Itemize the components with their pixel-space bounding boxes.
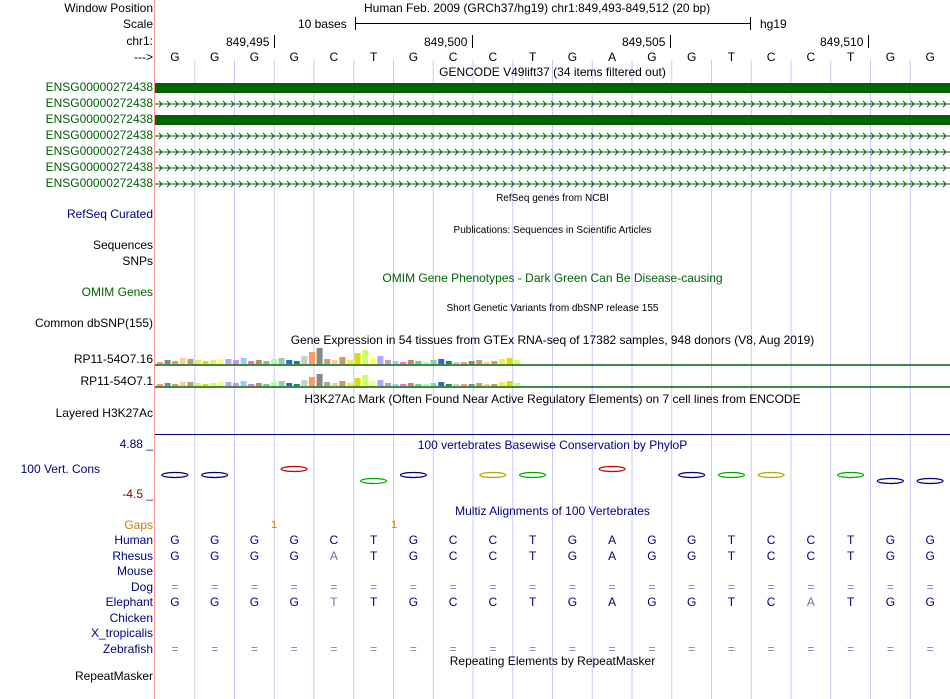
base-letter: T <box>369 50 378 64</box>
base-letter: C <box>766 50 776 64</box>
alignment-base: = <box>449 641 457 656</box>
alignment-base: = <box>767 579 775 594</box>
alignment-base: G <box>686 548 697 563</box>
alignment-base: G <box>249 533 260 547</box>
alignment-base: G <box>925 595 935 609</box>
publications-title: Publications: Sequences in Scientific Articles <box>453 225 652 236</box>
gencode-item-label[interactable]: ENSG00000272438 <box>45 176 153 190</box>
gencode-item-label[interactable]: ENSG00000272438 <box>45 144 153 158</box>
phylop-label[interactable]: 100 Vert. Cons <box>20 462 100 476</box>
gap-mark: 1 <box>391 519 398 531</box>
gtex-tissue-bar <box>218 382 224 386</box>
gtex-tissue-bar <box>491 384 497 386</box>
alignment-base: G <box>925 548 935 563</box>
species-label[interactable]: X_tropicalis <box>90 626 153 640</box>
base-letter: G <box>885 50 896 64</box>
window-position-label: Window Position <box>64 1 153 15</box>
gtex-tissue-bar <box>438 382 444 386</box>
refseq-label[interactable]: RefSeq Curated <box>66 207 153 221</box>
alignment-base: = <box>926 641 934 656</box>
gtex-tissue-bar <box>225 359 231 364</box>
species-label[interactable]: Rhesus <box>112 548 153 563</box>
alignment-base: = <box>211 641 219 656</box>
alignment-base: G <box>408 533 419 547</box>
gtex-tissue-bar <box>248 361 254 364</box>
alignment-base: G <box>925 533 935 547</box>
gtex-tissue-bar <box>195 360 201 364</box>
alignment-base: C <box>806 548 816 563</box>
gtex-tissue-bar <box>453 384 459 386</box>
phylop-mark <box>162 473 188 478</box>
alignment-base: = <box>886 579 894 594</box>
gtex-tissue-bar <box>225 382 231 386</box>
phylop-min: -4.5 _ <box>122 487 153 501</box>
alignment-base: T <box>846 548 855 563</box>
gtex-tissue-bar <box>491 361 497 364</box>
alignment-base: G <box>408 548 419 563</box>
gtex-tissue-bar <box>332 383 338 386</box>
alignment-base: = <box>807 579 815 594</box>
omim-title: OMIM Gene Phenotypes - Dark Green Can Be Disease-causing <box>382 271 723 285</box>
phylop-mark <box>480 473 506 478</box>
alignment-base: = <box>608 579 616 594</box>
alignment-base: = <box>926 579 934 594</box>
alignment-base: = <box>370 641 378 656</box>
phylop-mark <box>679 473 705 478</box>
gtex-gene-label[interactable]: RP11-54O7.1 <box>80 374 153 388</box>
gtex-tissue-bar <box>393 384 399 386</box>
phylop-mark <box>400 473 426 478</box>
gtex-tissue-bar <box>446 384 452 386</box>
gtex-tissue-bar <box>165 383 171 386</box>
gtex-tissue-bar <box>210 383 216 386</box>
scale-bar-right-tick <box>750 17 751 30</box>
alignment-base: G <box>209 595 220 609</box>
alignment-base: = <box>608 641 616 656</box>
phylop-mark <box>281 467 307 472</box>
alignment-base: G <box>647 595 657 609</box>
gtex-tissue-bar <box>514 383 520 386</box>
alignment-base: C <box>766 595 776 609</box>
scale-label: Scale <box>122 17 153 31</box>
alignment-base: = <box>807 641 815 656</box>
alignment-base: C <box>488 533 498 547</box>
alignment-base: G <box>170 533 180 547</box>
alignment-base: = <box>409 641 417 656</box>
gtex-tissue-bar <box>370 381 376 386</box>
gtex-tissue-bar <box>301 356 307 364</box>
alignment-base: = <box>290 579 298 594</box>
alignment-base: T <box>330 595 338 609</box>
gtex-tissue-bar <box>484 384 490 386</box>
alignment-base: = <box>409 579 417 594</box>
gtex-tissue-bar <box>180 382 186 386</box>
strand-label: ---> <box>134 50 153 64</box>
base-letter: T <box>846 50 855 64</box>
alignment-base: G <box>249 595 260 609</box>
sequences-label[interactable]: Sequences <box>92 238 153 252</box>
alignment-base: = <box>568 641 576 656</box>
repeatmasker-title: Repeating Elements by RepeatMasker <box>449 654 656 668</box>
gtex-tissue-bar <box>385 360 391 364</box>
base-letter: G <box>249 50 260 64</box>
gtex-tissue-bar <box>453 362 459 364</box>
gtex-tissue-bar <box>355 353 361 364</box>
gtex-tissue-bar <box>263 361 269 364</box>
gtex-tissue-bar <box>476 383 482 386</box>
gencode-item-label[interactable]: ENSG00000272438 <box>45 112 153 126</box>
gtex-tissue-bar <box>408 360 414 364</box>
gtex-tissue-bar <box>256 383 262 386</box>
gap-mark: 1 <box>271 519 278 531</box>
position-tick <box>274 35 275 48</box>
alignment-base: C <box>448 595 458 609</box>
gtex-tissue-bar <box>187 382 193 386</box>
alignment-base: C <box>488 548 498 563</box>
gtex-tissue-bar <box>385 383 391 386</box>
alignment-base: A <box>608 533 617 547</box>
omim-label[interactable]: OMIM Genes <box>81 285 153 299</box>
alignment-base: T <box>528 548 537 563</box>
position-tick <box>472 35 473 48</box>
phylop-mark <box>599 467 625 472</box>
base-letter: G <box>408 50 419 64</box>
gtex-tissue-bar <box>172 361 178 364</box>
scale-text: 10 bases <box>298 17 347 31</box>
alignment-base: = <box>648 579 656 594</box>
gtex-tissue-bar <box>317 374 323 386</box>
alignment-base: G <box>885 548 896 563</box>
position-label: 849,495 <box>226 35 270 49</box>
snps-label[interactable]: SNPs <box>122 254 153 268</box>
gtex-tissue-bar <box>172 384 178 386</box>
alignment-base: G <box>885 533 896 547</box>
gtex-tissue-bar <box>203 384 209 386</box>
alignment-base: G <box>249 548 260 563</box>
gencode-item-label[interactable]: ENSG00000272438 <box>45 80 153 94</box>
gtex-tissue-bar <box>195 383 201 386</box>
gtex-tissue-bar <box>210 360 216 364</box>
alignment-base: = <box>529 579 537 594</box>
alignment-base: = <box>250 579 258 594</box>
gtex-tissue-bar <box>415 384 421 386</box>
alignment-base: G <box>686 533 697 547</box>
alignment-base: A <box>806 595 815 609</box>
alignment-base: T <box>846 533 855 547</box>
gtex-tissue-bar <box>461 362 467 364</box>
dbsnp-label[interactable]: Common dbSNP(155) <box>34 316 153 330</box>
base-letter: G <box>567 50 578 64</box>
multiz-title: Multiz Alignments of 100 Vertebrates <box>455 504 650 518</box>
gtex-tissue-bar <box>294 361 300 364</box>
scale-bar <box>355 23 751 24</box>
alignment-base: C <box>806 533 816 547</box>
gtex-tissue-bar <box>362 350 368 364</box>
gtex-tissue-bar <box>514 360 520 364</box>
gtex-tissue-bar <box>408 383 414 386</box>
gtex-tissue-bar <box>339 381 345 386</box>
gtex-tissue-bar <box>324 359 330 364</box>
gtex-tissue-bar <box>377 356 383 364</box>
gtex-tissue-bar <box>301 380 307 386</box>
gtex-tissue-bar <box>218 359 224 364</box>
gencode-item-label[interactable]: ENSG00000272438 <box>45 128 153 142</box>
alignment-base: A <box>608 595 617 609</box>
alignment-base: T <box>528 595 537 609</box>
phylop-mark <box>520 473 546 478</box>
alignment-base: G <box>289 548 299 563</box>
alignment-base: C <box>329 533 339 547</box>
alignment-base: A <box>329 548 338 563</box>
base-letter: C <box>448 50 458 64</box>
gtex-tissue-bar <box>431 360 437 364</box>
base-letter: G <box>289 50 299 64</box>
alignment-base: C <box>766 548 776 563</box>
gtex-tissue-bar <box>423 384 429 386</box>
alignment-base: = <box>449 579 457 594</box>
phylop-mark <box>718 473 744 478</box>
alignment-base: T <box>727 533 736 547</box>
gtex-tissue-bar <box>157 384 163 386</box>
h3k27ac-title: H3K27Ac Mark (Often Found Near Active Regulatory Elements) on 7 cell lines from ENCODE <box>304 392 801 406</box>
alignment-base: = <box>171 641 179 656</box>
gtex-tissue-bar <box>203 361 209 364</box>
alignment-base: G <box>408 595 419 609</box>
species-label[interactable]: Mouse <box>116 564 153 578</box>
species-label[interactable]: Chicken <box>109 610 153 625</box>
phylop-mark <box>838 473 864 478</box>
position-label: 849,510 <box>820 35 864 49</box>
phylop-mark <box>917 479 943 484</box>
alignment-base: G <box>567 533 578 547</box>
gencode-tracks[interactable] <box>155 80 950 192</box>
alignment-base: = <box>847 641 855 656</box>
position-tick <box>868 35 869 48</box>
alignment-base: T <box>369 595 378 609</box>
gtex-tissue-bar <box>241 358 247 364</box>
chrom-label: chr1: <box>126 34 153 48</box>
gtex-tissue-bar <box>370 358 376 364</box>
base-letter: G <box>686 50 697 64</box>
gencode-item-label[interactable]: ENSG00000272438 <box>45 96 153 110</box>
phylop-title: 100 vertebrates Basewise Conservation by PhyloP <box>417 438 688 452</box>
alignment-base: = <box>290 641 298 656</box>
gtex-tissue-bar <box>461 384 467 386</box>
gtex-tissue-bar <box>286 360 292 364</box>
gtex-tissue-bar <box>499 382 505 386</box>
phylop-max: 4.88 _ <box>119 437 153 451</box>
h3k27ac-baseline <box>155 434 950 435</box>
gtex-expression-bars[interactable] <box>155 344 950 390</box>
alignment-base: = <box>529 641 537 656</box>
alignment-base: G <box>567 548 578 563</box>
phylop-mark <box>202 473 228 478</box>
alignment-base: G <box>209 548 220 563</box>
gtex-tissue-bar <box>499 359 505 364</box>
alignment-base: G <box>289 595 299 609</box>
phylop-mark <box>877 479 903 484</box>
gtex-tissue-bar <box>362 375 368 386</box>
phylop-mark <box>758 473 784 478</box>
base-letter: A <box>608 50 617 64</box>
alignment-base: = <box>688 579 696 594</box>
alignment-base: C <box>448 548 458 563</box>
alignment-base: = <box>171 579 179 594</box>
base-letter: G <box>209 50 220 64</box>
alignment-base: C <box>448 533 458 547</box>
alignment-base: G <box>289 533 299 547</box>
scale-assembly: hg19 <box>760 17 787 31</box>
alignment-base: G <box>170 595 180 609</box>
gtex-tissue-bar <box>256 360 262 364</box>
alignment-base: = <box>330 641 338 656</box>
alignment-base: G <box>647 548 657 563</box>
h3k27ac-label[interactable]: Layered H3K27Ac <box>55 406 153 420</box>
alignment-base: = <box>250 641 258 656</box>
alignment-base: T <box>846 595 855 609</box>
alignment-base: = <box>648 641 656 656</box>
gtex-tissue-bar <box>423 362 429 364</box>
alignment-base: C <box>766 533 776 547</box>
alignment-base: = <box>489 579 497 594</box>
gtex-tissue-bar <box>317 348 323 364</box>
gencode-title[interactable]: GENCODE V49lift37 (34 items filtered out) <box>439 65 666 79</box>
alignment-base: = <box>727 641 735 656</box>
gtex-tissue-bar <box>400 384 406 386</box>
alignment-base: G <box>170 548 180 563</box>
gtex-tissue-bar <box>286 383 292 386</box>
repeatmasker-label[interactable]: RepeatMasker <box>74 669 153 683</box>
refseq-title: RefSeq genes from NCBI <box>496 193 609 204</box>
dbsnp-title: Short Genetic Variants from dbSNP release 155 <box>446 303 659 314</box>
species-label[interactable]: Dog <box>130 579 153 594</box>
gtex-tissue-bar <box>233 383 239 386</box>
base-letter: T <box>727 50 736 64</box>
alignment-base: = <box>886 641 894 656</box>
alignment-base: G <box>209 533 220 547</box>
base-letter: G <box>925 50 935 64</box>
alignment-base: T <box>369 548 378 563</box>
species-label[interactable]: Zebrafish <box>102 641 153 656</box>
alignment-base: C <box>488 595 498 609</box>
gtex-tissue-bar <box>476 360 482 364</box>
base-letter: C <box>488 50 498 64</box>
gtex-tissue-bar <box>263 384 269 386</box>
gtex-gene-label[interactable]: RP11-54O7.16 <box>73 352 153 366</box>
gtex-tissue-bar <box>294 384 300 386</box>
position-label: 849,505 <box>622 35 666 49</box>
gencode-exon-block <box>155 115 950 125</box>
scale-bar-left-tick <box>355 17 356 30</box>
alignment-base: = <box>489 641 497 656</box>
alignment-base: G <box>885 595 896 609</box>
gtex-tissue-bar <box>393 361 399 364</box>
gtex-tissue-bar <box>165 360 171 364</box>
position-label: 849,500 <box>424 35 468 49</box>
gtex-tissue-bar <box>347 383 353 386</box>
species-label[interactable]: Elephant <box>105 595 153 609</box>
alignment-base: G <box>686 595 697 609</box>
gtex-tissue-bar <box>469 361 475 364</box>
gtex-tissue-bar <box>180 358 186 364</box>
gtex-tissue-bar <box>309 377 315 386</box>
gaps-label[interactable]: Gaps <box>124 518 153 532</box>
gtex-tissue-bar <box>309 352 315 364</box>
gtex-tissue-bar <box>157 362 163 364</box>
alignment-base: G <box>647 533 657 547</box>
gtex-tissue-bar <box>347 360 353 364</box>
gtex-title: Gene Expression in 54 tissues from GTEx RNA-seq of 17382 samples, 948 donors (V8, Aug 2019) <box>290 333 815 347</box>
gtex-tissue-bar <box>507 358 513 364</box>
gtex-tissue-bar <box>400 362 406 364</box>
base-letter: T <box>528 50 537 64</box>
gtex-tissue-bar <box>279 358 285 364</box>
gtex-tissue-bar <box>233 360 239 364</box>
gtex-tissue-bar <box>469 384 475 386</box>
gencode-item-label[interactable]: ENSG00000272438 <box>45 160 153 174</box>
base-letter: G <box>170 50 180 64</box>
gtex-tissue-bar <box>332 360 338 364</box>
position-tick <box>670 35 671 48</box>
phylop-glyphs[interactable] <box>155 462 950 488</box>
gtex-tissue-bar <box>339 357 345 364</box>
alignment-base: = <box>767 641 775 656</box>
phylop-mark <box>361 479 387 484</box>
alignment-base: T <box>528 533 537 547</box>
alignment-base: = <box>330 579 338 594</box>
gtex-tissue-bar <box>446 361 452 364</box>
alignment-base: = <box>727 579 735 594</box>
alignment-base: = <box>688 641 696 656</box>
alignment-base: = <box>847 579 855 594</box>
gtex-tissue-bar <box>187 359 193 364</box>
alignment-base: T <box>727 595 736 609</box>
base-letter: C <box>329 50 339 64</box>
species-label[interactable]: Human <box>114 533 153 547</box>
alignment-base: = <box>568 579 576 594</box>
alignment-base: = <box>370 579 378 594</box>
window-position-text: Human Feb. 2009 (GRCh37/hg19) chr1:849,493-849,512 (20 bp) <box>364 1 711 15</box>
gtex-tissue-bar <box>431 383 437 386</box>
alignment-base: T <box>369 533 378 547</box>
base-letter: C <box>806 50 816 64</box>
gtex-tissue-bar <box>355 378 361 386</box>
gtex-tissue-bar <box>248 384 254 386</box>
gencode-exon-block <box>155 83 950 93</box>
alignment-base: = <box>211 579 219 594</box>
alignment-base: G <box>567 595 578 609</box>
alignment-base: A <box>608 548 617 563</box>
gtex-tissue-bar <box>241 381 247 386</box>
gtex-tissue-bar <box>279 381 285 386</box>
alignment-base: T <box>727 548 736 563</box>
gtex-tissue-bar <box>507 381 513 386</box>
gtex-tissue-bar <box>415 361 421 364</box>
base-letter: G <box>647 50 657 64</box>
gtex-tissue-bar <box>377 380 383 386</box>
gtex-tissue-bar <box>484 362 490 364</box>
gtex-tissue-bar <box>271 359 277 364</box>
gtex-tissue-bar <box>438 359 444 364</box>
gtex-tissue-bar <box>271 382 277 386</box>
gtex-tissue-bar <box>324 382 330 386</box>
